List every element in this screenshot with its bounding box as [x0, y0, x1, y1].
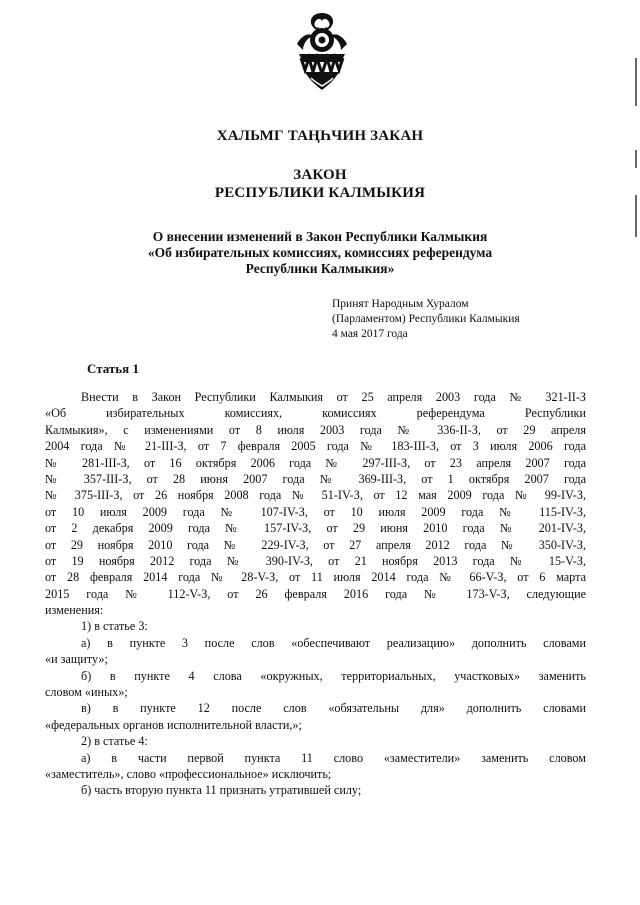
- article-line: «и защиту»;: [45, 652, 108, 667]
- adoption-date: 4 мая 2017 года: [332, 328, 408, 340]
- article-line: «Об избирательных комиссиях, комиссиях референдума Республики: [45, 406, 586, 421]
- article-heading: Статья 1: [87, 361, 139, 376]
- article-line: а) в пункте 3 после слов «обеспечивают реализацию» дополнить словами: [81, 635, 586, 650]
- adoption-note: [332, 297, 520, 342]
- law-subject: [60, 229, 580, 277]
- article-line: № 281-III-З, от 16 октября 2006 года № 297-III-З, от 23 апреля 2007 года: [45, 455, 586, 470]
- law-title: ЗАКОН: [293, 167, 347, 183]
- article-line: от 29 ноября 2010 года № 229-IV-З, от 27 апреля 2012 года № 350-IV-З,: [45, 537, 586, 552]
- article-line: от 28 февраля 2014 года № 28-V-З, от 11 июля 2014 года № 66-V-З, от 6 марта: [45, 570, 586, 585]
- law-title-kalmyk: ХАЛЬМГ ТАҢҺЧИН ЗАКАН: [216, 128, 424, 144]
- article-line: изменения:: [45, 603, 104, 618]
- article-line: Калмыкия», с изменениями от 8 июля 2003 года № 336-II-З, от 29 апреля: [45, 422, 586, 437]
- article-line: словом «иных»;: [45, 685, 128, 700]
- article-line: «федеральных органов исполнительной власти,»;: [45, 717, 302, 732]
- article-line: а) в части первой пункта 11 слово «заместители» заменить словом: [81, 750, 586, 765]
- article-line: 2015 года № 112-V-З, от 26 февраля 2016 года № 173-V-З, следующие: [45, 586, 586, 601]
- adoption-line: (Парламентом) Республики Калмыкия: [332, 313, 520, 325]
- subject-line: «Об избирательных комиссиях, комиссиях референдума: [147, 245, 493, 260]
- article-line: 2) в статье 4:: [81, 734, 148, 749]
- article-line: 1) в статье 3:: [81, 619, 148, 634]
- subject-line: Республики Калмыкия»: [245, 261, 395, 276]
- article-line: № 375-III-З, от 26 ноября 2008 года № 51-IV-З, от 12 мая 2009 года № 99-IV-З,: [45, 488, 586, 503]
- article-line: № 357-III-З, от 28 июня 2007 года № 369-III-З, от 1 октября 2007 года: [45, 471, 586, 486]
- adoption-line: Принят Народным Хуралом: [332, 298, 469, 310]
- article-line: б) в пункте 4 слова «окружных, территориальных, участковых» заменить: [81, 668, 586, 683]
- article-line: Внести в Закон Республики Калмыкия от 25 апреля 2003 года № 321-II-З: [81, 390, 586, 404]
- subject-line: О внесении изменений в Закон Республики Калмыкия: [152, 229, 488, 244]
- article-line: б) часть вторую пункта 11 признать утратившей силу;: [81, 783, 362, 798]
- article-line: 2004 года № 21-III-З, от 7 февраля 2005 года № 183-III-З, от 3 июля 2006 года: [45, 439, 586, 454]
- article-body: [45, 389, 586, 799]
- coat-of-arms-icon: [291, 10, 353, 96]
- article-line: в) в пункте 12 после слов «обязательны для» дополнить словами: [81, 701, 586, 716]
- article-line: от 10 июля 2009 года № 107-IV-З, от 10 июля 2009 года № 115-IV-З,: [45, 504, 586, 519]
- article-line: от 19 ноября 2012 года № 390-IV-З, от 21 ноября 2013 года № 15-V-З,: [45, 553, 586, 568]
- article-line: «заместитель», слово «профессиональное» исключить;: [45, 766, 332, 781]
- law-title-republic: РЕСПУБЛИКИ КАЛМЫКИЯ: [214, 185, 426, 201]
- scan-edge-mark: [635, 58, 637, 106]
- scan-edge-mark: [635, 150, 637, 168]
- article-line: от 2 декабря 2009 года № 157-IV-З, от 29 июня 2010 года № 201-IV-З,: [45, 521, 586, 536]
